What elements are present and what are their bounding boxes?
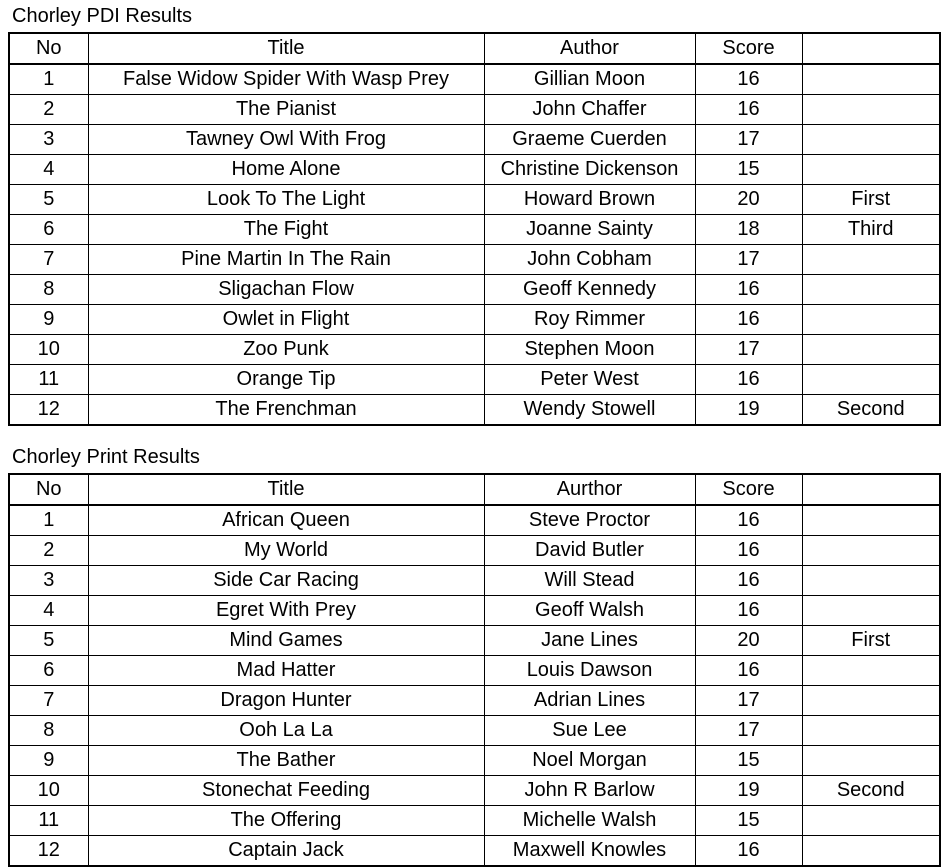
table-row <box>9 245 940 275</box>
cell-author: Joanne Sainty <box>484 215 695 245</box>
table-header-row <box>9 474 940 505</box>
cell-place <box>802 95 940 125</box>
cell-no: 2 <box>9 536 88 566</box>
cell-place <box>802 686 940 716</box>
cell-place <box>802 505 940 536</box>
cell-title: Pine Martin In The Rain <box>88 245 484 275</box>
cell-title: Mind Games <box>88 626 484 656</box>
cell-title: Orange Tip <box>88 365 484 395</box>
header-score: Score <box>695 33 802 64</box>
cell-no: 1 <box>9 64 88 95</box>
cell-place <box>802 275 940 305</box>
cell-place <box>802 716 940 746</box>
table-row <box>9 215 940 245</box>
cell-no: 6 <box>9 215 88 245</box>
cell-place: Third <box>802 215 940 245</box>
table-row <box>9 716 940 746</box>
header-place <box>802 474 940 505</box>
cell-score: 17 <box>695 686 802 716</box>
table-row <box>9 155 940 185</box>
table-row <box>9 365 940 395</box>
cell-title: The Offering <box>88 806 484 836</box>
cell-author: Michelle Walsh <box>484 806 695 836</box>
table-row <box>9 185 940 215</box>
cell-place <box>802 365 940 395</box>
cell-author: Howard Brown <box>484 185 695 215</box>
cell-title: The Fight <box>88 215 484 245</box>
table-row <box>9 596 940 626</box>
cell-score: 16 <box>695 64 802 95</box>
cell-place: Second <box>802 776 940 806</box>
cell-place: Second <box>802 395 940 426</box>
cell-title: The Frenchman <box>88 395 484 426</box>
cell-author: Steve Proctor <box>484 505 695 536</box>
cell-no: 12 <box>9 836 88 867</box>
header-author: Author <box>484 33 695 64</box>
cell-place <box>802 125 940 155</box>
cell-no: 9 <box>9 305 88 335</box>
cell-author: Geoff Walsh <box>484 596 695 626</box>
cell-place <box>802 536 940 566</box>
cell-title: Stonechat Feeding <box>88 776 484 806</box>
cell-score: 17 <box>695 245 802 275</box>
cell-score: 15 <box>695 746 802 776</box>
cell-title: Tawney Owl With Frog <box>88 125 484 155</box>
cell-place <box>802 245 940 275</box>
cell-author: Gillian Moon <box>484 64 695 95</box>
table-row <box>9 836 940 867</box>
cell-score: 16 <box>695 656 802 686</box>
cell-no: 11 <box>9 806 88 836</box>
cell-score: 16 <box>695 275 802 305</box>
table-row <box>9 335 940 365</box>
cell-no: 3 <box>9 125 88 155</box>
cell-no: 7 <box>9 245 88 275</box>
cell-title: Owlet in Flight <box>88 305 484 335</box>
header-author: Aurthor <box>484 474 695 505</box>
table-row <box>9 64 940 95</box>
cell-title: Egret With Prey <box>88 596 484 626</box>
print-results-table <box>8 473 941 867</box>
cell-author: Wendy Stowell <box>484 395 695 426</box>
cell-no: 5 <box>9 185 88 215</box>
cell-score: 16 <box>695 536 802 566</box>
table-row <box>9 626 940 656</box>
cell-score: 16 <box>695 95 802 125</box>
header-title: Title <box>88 33 484 64</box>
header-title: Title <box>88 474 484 505</box>
cell-no: 10 <box>9 776 88 806</box>
table-row <box>9 806 940 836</box>
header-no: No <box>9 474 88 505</box>
cell-author: Adrian Lines <box>484 686 695 716</box>
table-row <box>9 395 940 426</box>
cell-author: Christine Dickenson <box>484 155 695 185</box>
cell-place <box>802 836 940 867</box>
cell-no: 8 <box>9 275 88 305</box>
pdi-results-title: Chorley PDI Results <box>12 5 193 27</box>
table-row <box>9 776 940 806</box>
cell-no: 1 <box>9 505 88 536</box>
cell-author: Jane Lines <box>484 626 695 656</box>
cell-title: The Pianist <box>88 95 484 125</box>
table-header-row <box>9 33 940 64</box>
cell-title: Mad Hatter <box>88 656 484 686</box>
cell-place: First <box>802 185 940 215</box>
cell-place <box>802 596 940 626</box>
cell-author: Noel Morgan <box>484 746 695 776</box>
header-no: No <box>9 33 88 64</box>
cell-score: 20 <box>695 185 802 215</box>
cell-score: 17 <box>695 716 802 746</box>
cell-title: Dragon Hunter <box>88 686 484 716</box>
cell-no: 3 <box>9 566 88 596</box>
cell-no: 7 <box>9 686 88 716</box>
cell-score: 20 <box>695 626 802 656</box>
cell-author: Maxwell Knowles <box>484 836 695 867</box>
cell-place <box>802 64 940 95</box>
cell-place <box>802 656 940 686</box>
cell-author: John R Barlow <box>484 776 695 806</box>
table-row <box>9 505 940 536</box>
table-row <box>9 656 940 686</box>
cell-title: My World <box>88 536 484 566</box>
cell-score: 17 <box>695 125 802 155</box>
cell-title: Side Car Racing <box>88 566 484 596</box>
cell-author: Sue Lee <box>484 716 695 746</box>
table-row <box>9 746 940 776</box>
cell-author: John Chaffer <box>484 95 695 125</box>
cell-title: The Bather <box>88 746 484 776</box>
cell-title: False Widow Spider With Wasp Prey <box>88 64 484 95</box>
table-row <box>9 95 940 125</box>
cell-no: 6 <box>9 656 88 686</box>
cell-author: Roy Rimmer <box>484 305 695 335</box>
cell-place: First <box>802 626 940 656</box>
cell-author: Graeme Cuerden <box>484 125 695 155</box>
cell-score: 15 <box>695 806 802 836</box>
table-row <box>9 275 940 305</box>
cell-title: African Queen <box>88 505 484 536</box>
cell-title: Zoo Punk <box>88 335 484 365</box>
cell-score: 16 <box>695 305 802 335</box>
cell-no: 10 <box>9 335 88 365</box>
cell-score: 15 <box>695 155 802 185</box>
print-results-title: Chorley Print Results <box>12 446 200 468</box>
cell-author: Peter West <box>484 365 695 395</box>
cell-place <box>802 806 940 836</box>
cell-score: 16 <box>695 596 802 626</box>
table-row <box>9 125 940 155</box>
cell-score: 16 <box>695 365 802 395</box>
cell-title: Ooh La La <box>88 716 484 746</box>
cell-no: 9 <box>9 746 88 776</box>
cell-place <box>802 305 940 335</box>
header-place <box>802 33 940 64</box>
cell-place <box>802 566 940 596</box>
cell-no: 5 <box>9 626 88 656</box>
cell-title: Home Alone <box>88 155 484 185</box>
cell-title: Captain Jack <box>88 836 484 867</box>
pdi-results-table <box>8 32 941 426</box>
table-row <box>9 686 940 716</box>
cell-score: 17 <box>695 335 802 365</box>
cell-author: Geoff Kennedy <box>484 275 695 305</box>
cell-no: 8 <box>9 716 88 746</box>
cell-score: 19 <box>695 395 802 426</box>
cell-author: Will Stead <box>484 566 695 596</box>
cell-score: 19 <box>695 776 802 806</box>
cell-place <box>802 335 940 365</box>
table-row <box>9 305 940 335</box>
cell-score: 16 <box>695 505 802 536</box>
cell-score: 18 <box>695 215 802 245</box>
cell-no: 4 <box>9 155 88 185</box>
cell-title: Sligachan Flow <box>88 275 484 305</box>
cell-author: Louis Dawson <box>484 656 695 686</box>
cell-place <box>802 746 940 776</box>
cell-score: 16 <box>695 566 802 596</box>
cell-place <box>802 155 940 185</box>
cell-author: David Butler <box>484 536 695 566</box>
cell-no: 11 <box>9 365 88 395</box>
cell-no: 4 <box>9 596 88 626</box>
cell-title: Look To The Light <box>88 185 484 215</box>
cell-no: 2 <box>9 95 88 125</box>
table-row <box>9 536 940 566</box>
table-row <box>9 566 940 596</box>
header-score: Score <box>695 474 802 505</box>
cell-author: Stephen Moon <box>484 335 695 365</box>
cell-score: 16 <box>695 836 802 867</box>
cell-author: John Cobham <box>484 245 695 275</box>
cell-no: 12 <box>9 395 88 426</box>
